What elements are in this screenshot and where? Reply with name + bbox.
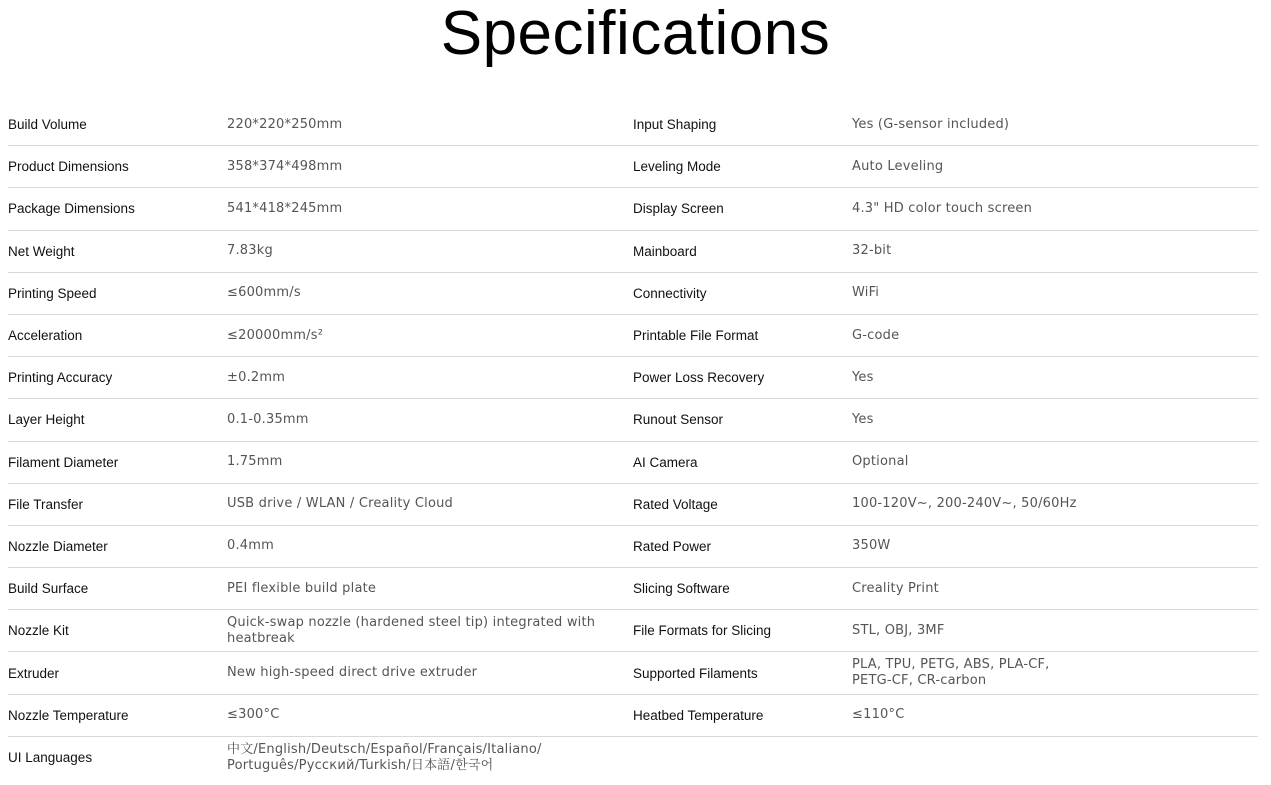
spec-value: PLA, TPU, PETG, ABS, PLA-CF, PETG-CF, CR-carbon (852, 657, 1050, 689)
spec-label: Slicing Software (633, 581, 730, 597)
spec-label: Display Screen (633, 201, 724, 217)
spec-row (8, 737, 1258, 779)
spec-label: Rated Power (633, 538, 712, 554)
spec-value: Yes (852, 369, 874, 385)
spec-value: PEI flexible build plate (227, 580, 377, 596)
spec-label: Nozzle Diameter (8, 538, 108, 554)
spec-value: ±0.2mm (227, 369, 286, 385)
spec-label: Mainboard (633, 243, 697, 259)
spec-value: WiFi (852, 285, 880, 301)
spec-label: Nozzle Temperature (8, 707, 129, 723)
spec-label: Printable File Format (633, 328, 759, 344)
spec-row (8, 146, 1258, 188)
spec-value: STL, OBJ, 3MF (852, 622, 945, 638)
spec-value: 358*374*498mm (227, 158, 343, 174)
spec-value (806, 737, 1212, 779)
spec-value: 541*418*245mm (227, 200, 343, 216)
spec-row (8, 695, 1258, 737)
spec-value: 1.75mm (227, 454, 283, 470)
spec-value: 中文/English/Deutsch/Español/Français/Italiano/ Português/Русский/Turkish/日本語/한국어 (227, 741, 542, 773)
spec-label: Package Dimensions (8, 201, 135, 217)
spec-label: Acceleration (8, 328, 83, 344)
spec-value: 100-120V~, 200-240V~, 50/60Hz (852, 496, 1077, 512)
spec-row (8, 357, 1258, 399)
spec-label: Connectivity (633, 285, 707, 301)
spec-label: Power Loss Recovery (633, 370, 765, 386)
spec-label: Product Dimensions (8, 159, 129, 175)
spec-row (8, 104, 1258, 146)
spec-value: Quick-swap nozzle (hardened steel tip) integrated with heatbreak (227, 614, 596, 646)
spec-label: Layer Height (8, 412, 85, 428)
spec-label: AI Camera (633, 454, 698, 470)
spec-row (8, 399, 1258, 441)
spec-row (8, 315, 1258, 357)
spec-value: 350W (852, 538, 891, 554)
spec-row (8, 484, 1258, 526)
spec-label (587, 737, 806, 779)
spec-label: Input Shaping (633, 117, 717, 133)
spec-value: Yes (852, 411, 874, 427)
spec-value: ≤20000mm/s² (227, 327, 324, 343)
spec-row (8, 273, 1258, 315)
spec-label: File Transfer (8, 496, 84, 512)
spec-row (8, 442, 1258, 484)
spec-row (8, 231, 1258, 273)
spec-label: Runout Sensor (633, 412, 724, 428)
spec-label: Supported Filaments (633, 665, 758, 681)
spec-value: 0.1-0.35mm (227, 411, 309, 427)
spec-label: File Formats for Slicing (633, 623, 772, 639)
spec-label: Net Weight (8, 243, 75, 259)
spec-label: Leveling Mode (633, 159, 721, 175)
spec-label: Rated Voltage (633, 496, 718, 512)
spec-row (8, 652, 1258, 694)
spec-value: 7.83kg (227, 243, 273, 259)
spec-label: Extruder (8, 665, 60, 681)
spec-label: UI Languages (8, 750, 93, 766)
spec-value: New high-speed direct drive extruder (227, 665, 478, 681)
spec-value: Creality Print (852, 580, 939, 596)
spec-value: ≤300°C (227, 707, 280, 723)
spec-label: Build Surface (8, 581, 89, 597)
spec-label: Heatbed Temperature (633, 707, 764, 723)
spec-table (8, 104, 1258, 779)
spec-row (8, 568, 1258, 610)
spec-value: Auto Leveling (852, 158, 944, 174)
spec-value: 220*220*250mm (227, 116, 343, 132)
spec-label: Printing Accuracy (8, 370, 113, 386)
spec-label: Nozzle Kit (8, 623, 69, 639)
spec-label: Build Volume (8, 117, 87, 133)
spec-value: G-code (852, 327, 900, 343)
spec-value: USB drive / WLAN / Creality Cloud (227, 496, 454, 512)
spec-value: 0.4mm (227, 538, 275, 554)
spec-row (8, 188, 1258, 230)
spec-row (8, 526, 1258, 568)
spec-value: ≤600mm/s (227, 285, 301, 301)
spec-label: Printing Speed (8, 285, 97, 301)
spec-row (8, 610, 1258, 652)
spec-value: 4.3" HD color touch screen (852, 200, 1033, 216)
spec-label: Filament Diameter (8, 454, 119, 470)
spec-value: Yes (G-sensor included) (852, 116, 1010, 132)
spec-value: Optional (852, 454, 909, 470)
spec-value: 32-bit (852, 243, 892, 259)
page-title: Specifications (440, 0, 831, 68)
spec-value: ≤110°C (852, 707, 905, 723)
